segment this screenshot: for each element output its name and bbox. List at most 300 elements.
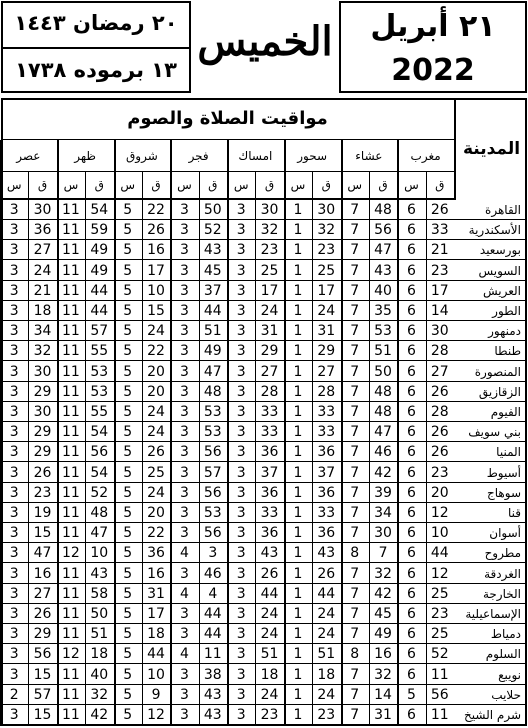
dhuhr-minutes: 55 xyxy=(90,343,109,360)
table-row xyxy=(1,382,527,402)
asr-hours: 3 xyxy=(9,222,19,239)
imsak-minutes: 33 xyxy=(260,505,279,521)
sohour-minutes: 33 xyxy=(317,505,336,521)
isha-minutes: 43 xyxy=(374,262,392,279)
shurooq-hours: 5 xyxy=(123,525,133,542)
dhuhr-minutes: 32 xyxy=(90,686,109,703)
imsak-hours: 3 xyxy=(236,626,246,643)
dhuhr-hours: 11 xyxy=(62,242,80,259)
fajr-hours: 3 xyxy=(179,262,189,279)
dhuhr-hours: 11 xyxy=(62,262,80,279)
sohour-hours: 1 xyxy=(293,707,303,723)
isha-minutes: 53 xyxy=(374,323,392,340)
fajr-minutes: 11 xyxy=(203,646,222,663)
sohour-minutes: 26 xyxy=(317,565,336,582)
imsak-minutes: 27 xyxy=(260,363,279,380)
maghrib-hours: 6 xyxy=(406,222,416,239)
table-row xyxy=(1,685,527,705)
shurooq-hours: 5 xyxy=(123,606,133,622)
sohour-hours: 1 xyxy=(293,444,303,461)
city-name: قنا xyxy=(507,506,521,520)
table-row xyxy=(1,644,527,664)
table-row xyxy=(1,321,527,341)
asr-hours: 3 xyxy=(9,444,19,461)
imsak-hours: 3 xyxy=(236,707,246,723)
dhuhr-hours: 11 xyxy=(62,585,80,602)
isha-minutes: 30 xyxy=(374,525,392,542)
table-row xyxy=(1,301,527,321)
fajr-minutes: 4 xyxy=(208,585,218,602)
isha-hours: 7 xyxy=(350,202,360,218)
fajr-hours: 3 xyxy=(179,303,189,319)
maghrib-hours: 6 xyxy=(406,505,416,521)
asr-minutes: 16 xyxy=(33,565,52,582)
city-name: السويس xyxy=(478,263,521,278)
sohour-hours: 1 xyxy=(293,646,303,663)
asr-hours: 3 xyxy=(9,626,19,643)
imsak-minutes: 17 xyxy=(260,282,279,299)
city-name: الزقازيق xyxy=(478,384,521,399)
dhuhr-minutes: 59 xyxy=(90,222,109,239)
dhuhr-hours: 11 xyxy=(62,464,80,481)
fajr-hours: 3 xyxy=(179,383,189,400)
maghrib-hours: 6 xyxy=(406,343,416,360)
shurooq-minutes: 15 xyxy=(147,303,165,319)
asr-hours: 3 xyxy=(9,363,19,380)
sohour-minutes: 44 xyxy=(317,585,336,602)
fajr-minutes: 48 xyxy=(203,383,222,400)
hour-label: س xyxy=(341,172,369,200)
dhuhr-minutes: 42 xyxy=(90,707,109,723)
fajr-hours: 3 xyxy=(179,464,189,481)
shurooq-hours: 5 xyxy=(123,686,133,703)
imsak-minutes: 24 xyxy=(260,606,279,622)
asr-hours: 3 xyxy=(9,242,19,259)
dhuhr-minutes: 44 xyxy=(90,303,109,319)
imsak-hours: 3 xyxy=(236,686,246,703)
imsak-hours: 3 xyxy=(236,444,246,461)
maghrib-minutes: 52 xyxy=(430,646,449,663)
maghrib-minutes: 11 xyxy=(430,666,449,683)
sohour-minutes: 43 xyxy=(317,545,336,562)
table-row xyxy=(1,503,527,523)
sohour-minutes: 24 xyxy=(317,626,336,643)
shurooq-hours: 5 xyxy=(123,424,133,441)
fajr-hours: 3 xyxy=(179,202,189,218)
isha-hours: 8 xyxy=(350,545,360,562)
asr-hours: 3 xyxy=(9,424,19,441)
imsak-hours: 3 xyxy=(236,525,246,542)
maghrib-minutes: 20 xyxy=(430,484,449,501)
shurooq-minutes: 22 xyxy=(147,525,165,542)
dhuhr-minutes: 48 xyxy=(90,505,109,521)
sohour-hours: 1 xyxy=(293,545,303,562)
isha-minutes: 31 xyxy=(374,707,392,723)
dhuhr-hours: 11 xyxy=(62,666,80,683)
imsak-hours: 3 xyxy=(236,484,246,501)
imsak-minutes: 24 xyxy=(260,686,279,703)
isha-hours: 7 xyxy=(350,666,360,683)
dhuhr-minutes: 43 xyxy=(90,565,109,582)
isha-hours: 7 xyxy=(350,363,360,380)
shurooq-minutes: 17 xyxy=(147,262,165,279)
sohour-minutes: 28 xyxy=(317,383,336,400)
maghrib-minutes: 11 xyxy=(430,707,449,723)
isha-minutes: 32 xyxy=(374,666,392,683)
table-row xyxy=(1,665,527,685)
fajr-minutes: 56 xyxy=(203,484,222,501)
dhuhr-hours: 11 xyxy=(62,323,80,340)
maghrib-hours: 6 xyxy=(406,707,416,723)
prayer-header-maghrib: مغرب xyxy=(397,140,454,172)
imsak-minutes: 33 xyxy=(260,424,279,441)
isha-minutes: 49 xyxy=(374,626,392,643)
isha-hours: 7 xyxy=(350,505,360,521)
city-name: نويبع xyxy=(498,667,521,682)
asr-minutes: 15 xyxy=(33,666,52,683)
dhuhr-hours: 11 xyxy=(62,444,80,461)
shurooq-minutes: 36 xyxy=(147,545,165,562)
maghrib-minutes: 28 xyxy=(430,404,449,420)
city-name: بني سويف xyxy=(468,425,521,440)
imsak-hours: 3 xyxy=(236,202,246,218)
table-row xyxy=(1,281,527,301)
shurooq-hours: 5 xyxy=(123,262,133,279)
fajr-hours: 3 xyxy=(179,444,189,461)
city-name: أسوان xyxy=(489,526,521,541)
sohour-hours: 1 xyxy=(293,666,303,683)
isha-minutes: 47 xyxy=(374,424,392,441)
table-row xyxy=(1,624,527,644)
shurooq-minutes: 24 xyxy=(147,484,165,501)
asr-minutes: 30 xyxy=(33,363,52,380)
shurooq-minutes: 22 xyxy=(147,202,165,218)
isha-minutes: 45 xyxy=(374,606,392,622)
imsak-minutes: 23 xyxy=(260,707,279,723)
shurooq-minutes: 31 xyxy=(147,585,165,602)
dhuhr-minutes: 51 xyxy=(90,626,109,643)
fajr-minutes: 53 xyxy=(203,505,222,521)
prayer-header-dhuhr: ظهر xyxy=(57,140,114,172)
hour-label: س xyxy=(170,172,198,200)
city-name: مطروح xyxy=(484,546,521,561)
dhuhr-hours: 11 xyxy=(62,383,80,400)
table-row xyxy=(1,240,527,260)
sohour-minutes: 24 xyxy=(317,686,336,703)
sohour-hours: 1 xyxy=(293,585,303,602)
sohour-hours: 1 xyxy=(293,323,303,340)
fajr-minutes: 3 xyxy=(208,545,218,562)
imsak-hours: 3 xyxy=(236,545,246,562)
isha-minutes: 39 xyxy=(374,484,392,501)
imsak-hours: 3 xyxy=(236,323,246,340)
sohour-minutes: 37 xyxy=(317,464,336,481)
imsak-hours: 3 xyxy=(236,303,246,319)
sohour-minutes: 25 xyxy=(317,262,336,279)
fajr-minutes: 44 xyxy=(203,606,222,622)
sohour-hours: 1 xyxy=(293,606,303,622)
dhuhr-hours: 11 xyxy=(62,303,80,319)
prayer-header-shurooq: شروق xyxy=(114,140,171,172)
maghrib-hours: 6 xyxy=(406,666,416,683)
asr-hours: 3 xyxy=(9,343,19,360)
fajr-minutes: 43 xyxy=(203,707,222,723)
shurooq-hours: 5 xyxy=(123,303,133,319)
isha-minutes: 40 xyxy=(374,282,392,299)
maghrib-minutes: 23 xyxy=(430,606,449,622)
maghrib-hours: 6 xyxy=(406,585,416,602)
sohour-hours: 1 xyxy=(293,222,303,239)
gregorian-year: 2022 xyxy=(391,53,475,88)
shurooq-minutes: 44 xyxy=(147,646,165,663)
dhuhr-hours: 11 xyxy=(62,707,80,723)
asr-minutes: 27 xyxy=(33,585,52,602)
sohour-hours: 1 xyxy=(293,484,303,501)
asr-hours: 3 xyxy=(9,525,19,542)
imsak-hours: 3 xyxy=(236,585,246,602)
shurooq-minutes: 24 xyxy=(147,404,165,420)
city-name: الأسكندرية xyxy=(468,223,521,238)
shurooq-minutes: 9 xyxy=(151,686,161,703)
isha-minutes: 35 xyxy=(374,303,392,319)
asr-hours: 3 xyxy=(9,545,19,562)
asr-minutes: 15 xyxy=(33,707,52,723)
fajr-hours: 4 xyxy=(179,545,189,562)
dhuhr-minutes: 49 xyxy=(90,242,109,259)
sohour-hours: 1 xyxy=(293,303,303,319)
maghrib-minutes: 23 xyxy=(430,464,449,481)
asr-minutes: 30 xyxy=(33,404,52,420)
sohour-hours: 1 xyxy=(293,424,303,441)
maghrib-minutes: 30 xyxy=(430,323,449,340)
shurooq-minutes: 20 xyxy=(147,383,165,400)
dhuhr-hours: 11 xyxy=(62,686,80,703)
dhuhr-minutes: 53 xyxy=(90,383,109,400)
imsak-minutes: 31 xyxy=(260,323,279,340)
fajr-hours: 3 xyxy=(179,323,189,340)
table-row xyxy=(1,543,527,563)
city-name: حلايب xyxy=(491,687,521,702)
table-row xyxy=(1,604,527,624)
sohour-hours: 1 xyxy=(293,464,303,481)
asr-minutes: 57 xyxy=(33,686,52,703)
isha-hours: 7 xyxy=(350,525,360,542)
city-name: القاهرة xyxy=(485,203,521,217)
fajr-minutes: 53 xyxy=(203,404,222,420)
shurooq-minutes: 20 xyxy=(147,363,165,380)
dhuhr-minutes: 52 xyxy=(90,484,109,501)
asr-minutes: 29 xyxy=(33,444,52,461)
sohour-minutes: 23 xyxy=(317,707,336,723)
city-name: الإسماعيلية xyxy=(465,607,521,621)
sohour-hours: 1 xyxy=(293,565,303,582)
asr-hours: 3 xyxy=(9,606,19,622)
imsak-hours: 3 xyxy=(236,464,246,481)
imsak-hours: 3 xyxy=(236,666,246,683)
prayer-header-asr: عصر xyxy=(0,140,57,172)
sohour-hours: 1 xyxy=(293,343,303,360)
imsak-minutes: 24 xyxy=(260,303,279,319)
maghrib-minutes: 26 xyxy=(430,444,449,461)
maghrib-minutes: 26 xyxy=(430,424,449,441)
hour-label: س xyxy=(57,172,85,200)
fajr-minutes: 43 xyxy=(203,242,222,259)
city-name: الغردقة xyxy=(484,566,521,581)
sohour-minutes: 29 xyxy=(317,343,336,360)
maghrib-minutes: 56 xyxy=(430,686,449,703)
fajr-hours: 3 xyxy=(179,686,189,703)
maghrib-hours: 6 xyxy=(406,424,416,441)
maghrib-hours: 6 xyxy=(406,242,416,259)
asr-minutes: 29 xyxy=(33,626,52,643)
table-row xyxy=(1,341,527,361)
sohour-hours: 1 xyxy=(293,202,303,218)
dhuhr-minutes: 58 xyxy=(90,585,109,602)
city-name: بورسعيد xyxy=(479,243,521,258)
dhuhr-minutes: 40 xyxy=(90,666,109,683)
maghrib-hours: 6 xyxy=(406,565,416,582)
weekday-title: الخميس xyxy=(197,18,333,65)
city-name: العريش xyxy=(482,283,521,298)
city-name: الفيوم xyxy=(490,405,521,419)
asr-hours: 3 xyxy=(9,323,19,340)
fajr-hours: 3 xyxy=(179,666,189,683)
table-row xyxy=(1,402,527,422)
prayer-header-fajr: فجر xyxy=(170,140,227,172)
minute-label: ق xyxy=(255,172,283,200)
isha-hours: 7 xyxy=(350,626,360,643)
asr-hours: 3 xyxy=(9,707,19,723)
fajr-minutes: 38 xyxy=(203,666,222,683)
sohour-minutes: 36 xyxy=(317,484,336,501)
shurooq-minutes: 16 xyxy=(147,242,165,259)
shurooq-minutes: 25 xyxy=(147,464,165,481)
asr-minutes: 34 xyxy=(33,323,52,340)
imsak-minutes: 25 xyxy=(260,262,279,279)
city-name: دمنهور xyxy=(488,324,521,339)
maghrib-hours: 6 xyxy=(406,626,416,643)
asr-minutes: 21 xyxy=(33,282,52,299)
maghrib-minutes: 26 xyxy=(430,383,449,400)
sohour-minutes: 36 xyxy=(317,525,336,542)
isha-hours: 7 xyxy=(350,565,360,582)
fajr-minutes: 57 xyxy=(203,464,222,481)
maghrib-minutes: 28 xyxy=(430,343,449,360)
sohour-minutes: 51 xyxy=(317,646,336,663)
dhuhr-minutes: 50 xyxy=(90,606,109,622)
fajr-hours: 4 xyxy=(179,585,189,602)
maghrib-minutes: 44 xyxy=(430,545,449,562)
sohour-minutes: 31 xyxy=(317,323,336,340)
dhuhr-hours: 12 xyxy=(62,545,80,562)
asr-hours: 3 xyxy=(9,666,19,683)
shurooq-minutes: 18 xyxy=(147,626,165,643)
dhuhr-minutes: 49 xyxy=(90,262,109,279)
sohour-minutes: 24 xyxy=(317,606,336,622)
imsak-minutes: 24 xyxy=(260,626,279,643)
fajr-hours: 3 xyxy=(179,626,189,643)
minute-label: ق xyxy=(369,172,397,200)
shurooq-hours: 5 xyxy=(123,242,133,259)
sohour-hours: 1 xyxy=(293,242,303,259)
maghrib-hours: 6 xyxy=(406,646,416,663)
coptic-date: ١٣ برموده ١٧٣٨ xyxy=(15,58,177,82)
table-row xyxy=(1,220,527,240)
shurooq-minutes: 20 xyxy=(147,505,165,521)
shurooq-minutes: 22 xyxy=(147,343,165,360)
city-column-header: المدينة xyxy=(454,98,527,200)
asr-minutes: 47 xyxy=(33,545,52,562)
table-row xyxy=(1,705,527,725)
maghrib-hours: 6 xyxy=(406,525,416,542)
isha-hours: 7 xyxy=(350,343,360,360)
asr-hours: 3 xyxy=(9,404,19,420)
sohour-minutes: 33 xyxy=(317,424,336,441)
asr-minutes: 18 xyxy=(33,303,52,319)
fajr-hours: 4 xyxy=(179,646,189,663)
dhuhr-minutes: 55 xyxy=(90,404,109,420)
maghrib-hours: 5 xyxy=(406,686,416,703)
imsak-minutes: 28 xyxy=(260,383,279,400)
fajr-hours: 3 xyxy=(179,222,189,239)
isha-minutes: 42 xyxy=(374,464,392,481)
sohour-minutes: 30 xyxy=(317,202,336,218)
asr-hours: 3 xyxy=(9,202,19,218)
imsak-hours: 3 xyxy=(236,565,246,582)
dhuhr-minutes: 54 xyxy=(90,464,109,481)
shurooq-hours: 5 xyxy=(123,585,133,602)
fajr-hours: 3 xyxy=(179,707,189,723)
imsak-hours: 3 xyxy=(236,363,246,380)
fajr-hours: 3 xyxy=(179,363,189,380)
maghrib-hours: 6 xyxy=(406,484,416,501)
maghrib-hours: 6 xyxy=(406,545,416,562)
prayer-header-sohour: سحور xyxy=(284,140,341,172)
imsak-hours: 3 xyxy=(236,282,246,299)
maghrib-hours: 6 xyxy=(406,363,416,380)
dhuhr-minutes: 57 xyxy=(90,323,109,340)
gregorian-day-month: ٢١ أبريل xyxy=(370,9,496,44)
imsak-hours: 3 xyxy=(236,222,246,239)
dhuhr-hours: 11 xyxy=(62,484,80,501)
dhuhr-minutes: 44 xyxy=(90,282,109,299)
asr-hours: 3 xyxy=(9,484,19,501)
imsak-minutes: 18 xyxy=(260,666,279,683)
minute-label: ق xyxy=(28,172,56,200)
hour-label: س xyxy=(227,172,255,200)
sohour-hours: 1 xyxy=(293,404,303,420)
fajr-hours: 3 xyxy=(179,343,189,360)
sohour-minutes: 33 xyxy=(317,404,336,420)
prayer-header-isha: عشاء xyxy=(341,140,398,172)
shurooq-minutes: 26 xyxy=(147,222,165,239)
isha-hours: 7 xyxy=(350,686,360,703)
divider xyxy=(3,47,189,49)
city-name: الطور xyxy=(492,304,521,318)
isha-minutes: 48 xyxy=(374,404,392,420)
imsak-minutes: 32 xyxy=(260,222,279,239)
imsak-minutes: 29 xyxy=(260,343,279,360)
shurooq-minutes: 24 xyxy=(147,424,165,441)
imsak-hours: 3 xyxy=(236,505,246,521)
isha-hours: 7 xyxy=(350,404,360,420)
dhuhr-hours: 11 xyxy=(62,363,80,380)
table-title: مواقيت الصلاة والصوم xyxy=(1,98,454,140)
imsak-minutes: 23 xyxy=(260,242,279,259)
table-row xyxy=(1,584,527,604)
dhuhr-hours: 11 xyxy=(62,282,80,299)
city-name: المنيا xyxy=(496,445,521,460)
